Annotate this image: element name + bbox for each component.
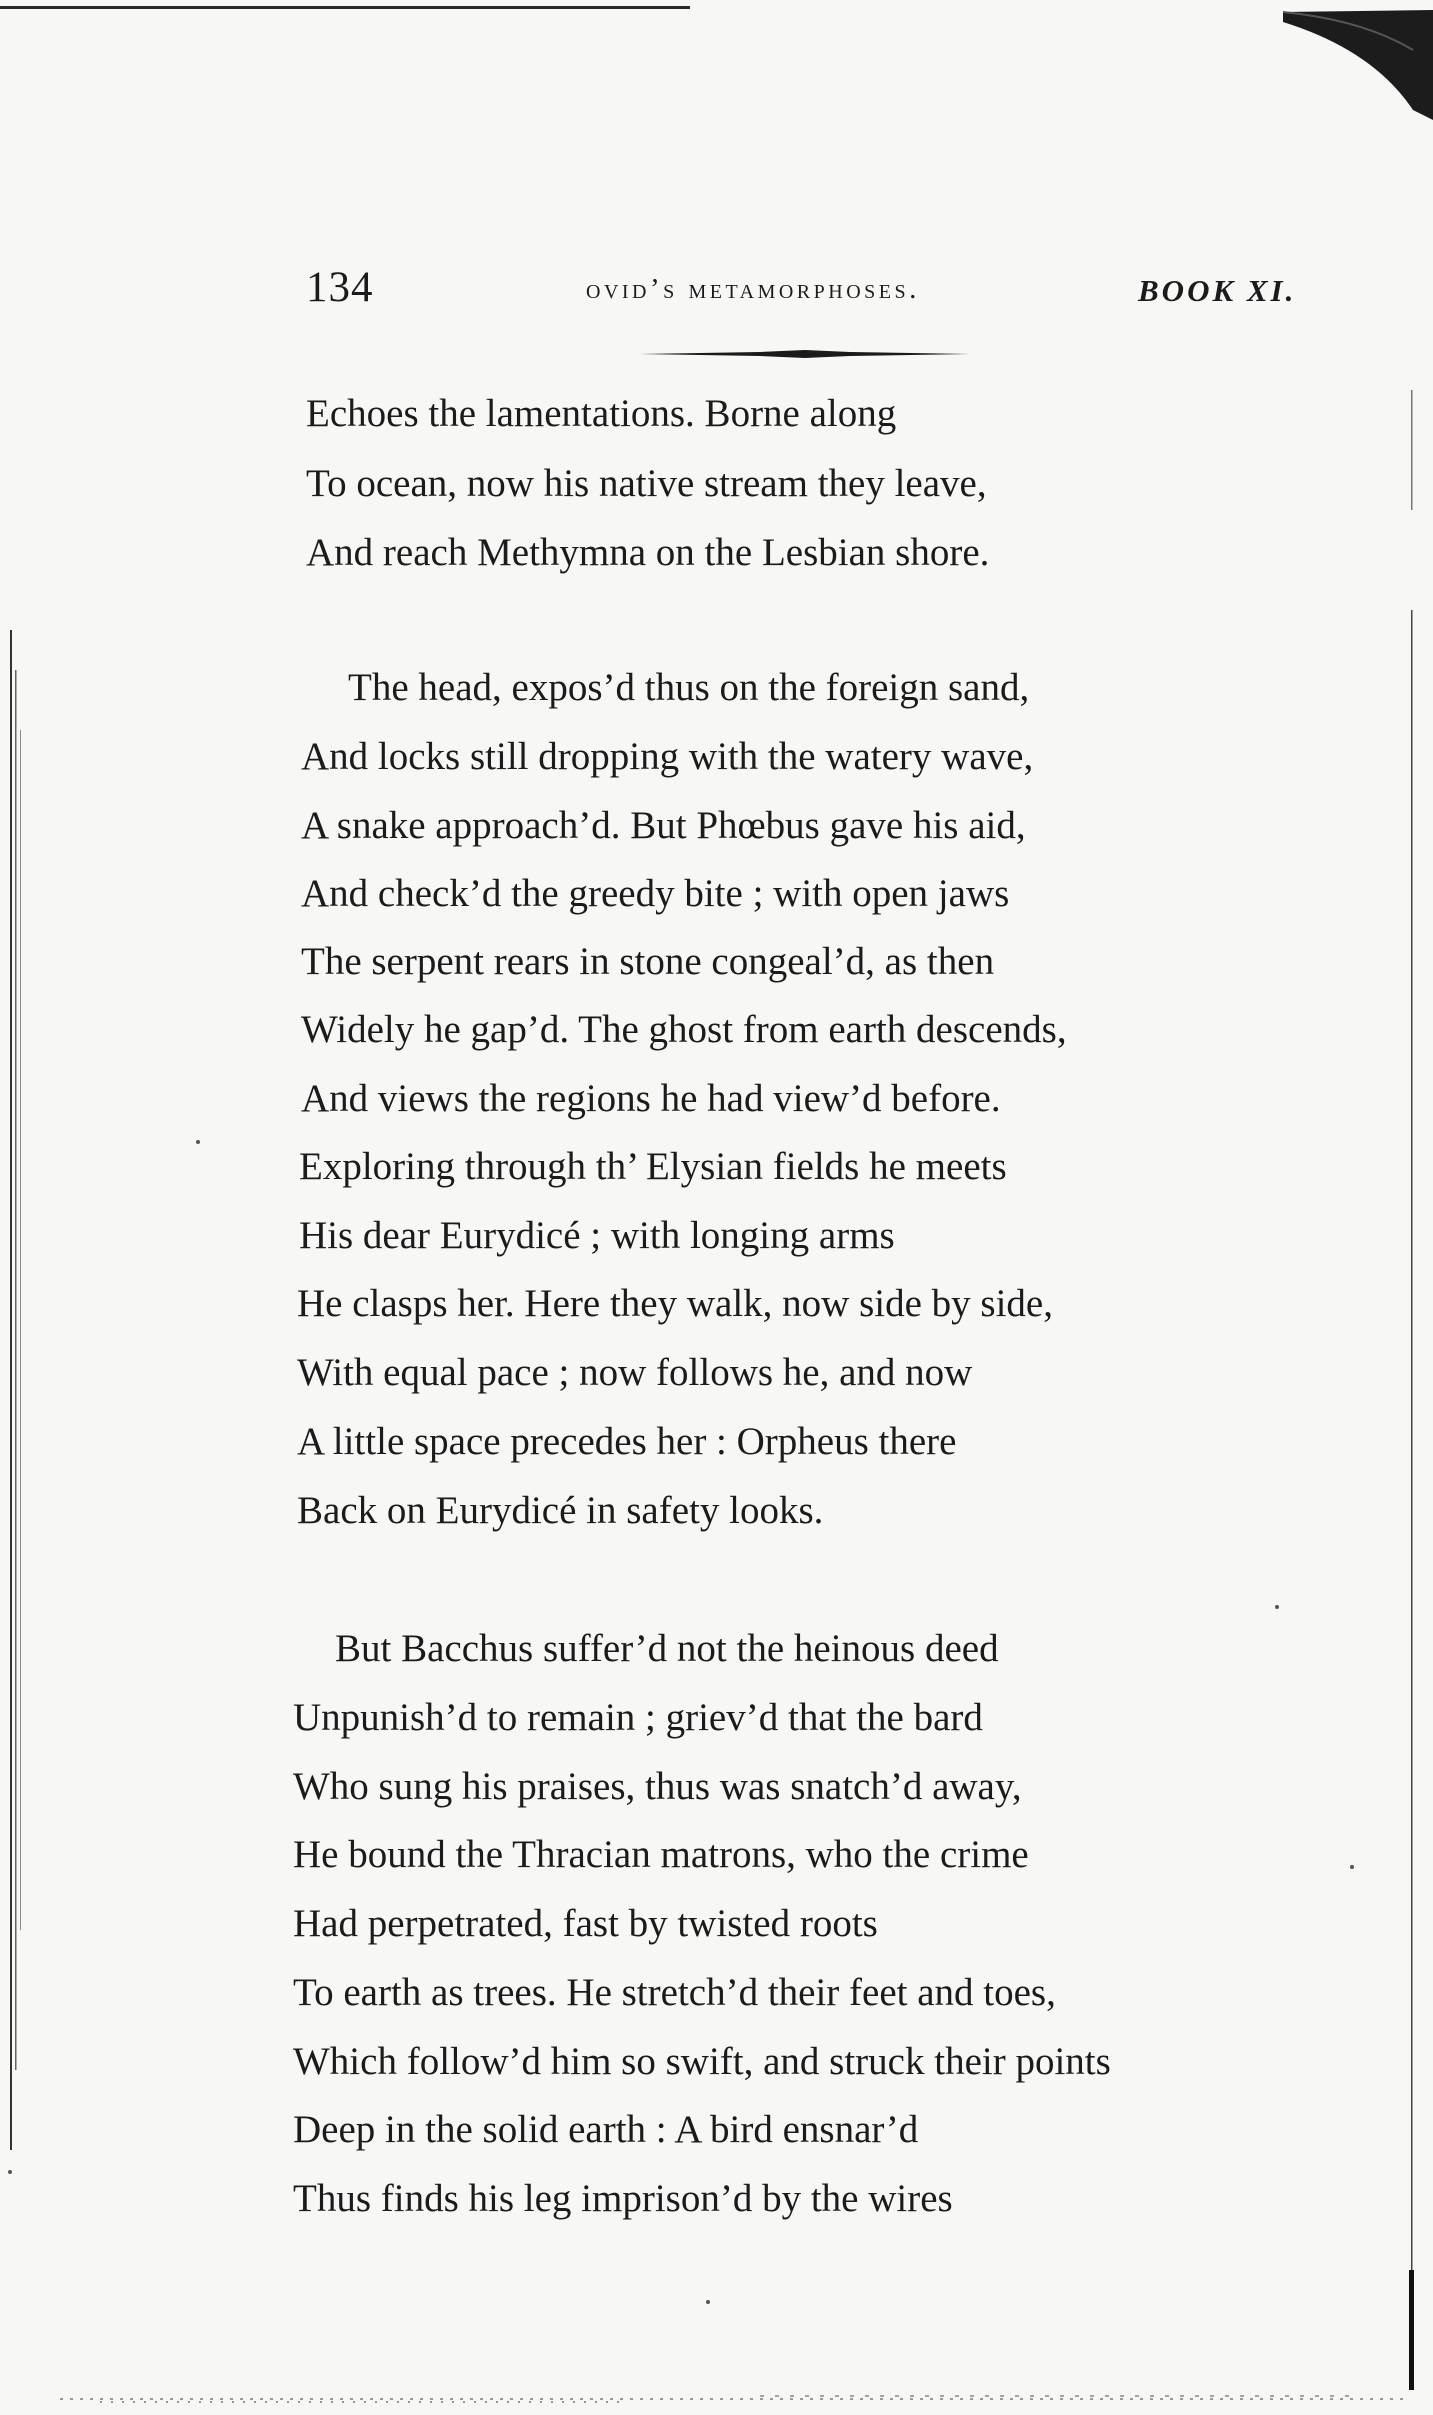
scan-speck xyxy=(1350,1865,1354,1869)
header-ornamental-rule xyxy=(640,350,970,358)
verse-line: Unpunish’d to remain ; griev’d that the bard xyxy=(293,1696,983,1739)
verse-line: Had perpetrated, fast by twisted roots xyxy=(293,1902,878,1945)
verse-line: He clasps her. Here they walk, now side by side, xyxy=(297,1282,1053,1325)
scan-left-edge xyxy=(8,630,32,2150)
verse-line: The head, expos’d thus on the foreign sand, xyxy=(348,666,1030,709)
verse-line: The serpent rears in stone congeal’d, as then xyxy=(301,940,995,983)
scan-right-edge xyxy=(1409,390,1415,2390)
book-label: BOOK XI. xyxy=(1138,273,1297,308)
verse-line: Exploring through th’ Elysian fields he meets xyxy=(299,1145,1007,1188)
scan-top-rule xyxy=(0,6,690,9)
verse-line: His dear Eurydicé ; with longing arms xyxy=(299,1214,895,1257)
verse-line: He bound the Thracian matrons, who the crime xyxy=(293,1833,1029,1876)
running-header xyxy=(0,255,1433,325)
verse-line: To ocean, now his native stream they leave, xyxy=(306,462,987,505)
verse-line: Which follow’d him so swift, and struck their points xyxy=(293,2040,1111,2083)
scan-bottom-dust xyxy=(60,2392,1410,2406)
verse-line: Who sung his praises, thus was snatch’d away, xyxy=(293,1765,1022,1808)
verse-line: And reach Methymna on the Lesbian shore. xyxy=(306,531,990,574)
verse-line: A snake approach’d. But Phœbus gave his aid, xyxy=(301,804,1026,847)
verse-line: Deep in the solid earth : A bird ensnar’d xyxy=(293,2108,919,2151)
verse-line: Widely he gap’d. The ghost from earth descends, xyxy=(301,1008,1067,1051)
running-title: ovid’s metamorphoses. xyxy=(586,273,920,305)
scan-speck xyxy=(196,1140,200,1144)
verse-line: Echoes the lamentations. Borne along xyxy=(306,392,897,435)
verse-line: And views the regions he had view’d before. xyxy=(301,1077,1001,1120)
scan-speck xyxy=(1275,1605,1279,1609)
verse-line: But Bacchus suffer’d not the heinous deed xyxy=(335,1627,999,1670)
verse-line: With equal pace ; now follows he, and now xyxy=(297,1351,973,1394)
verse-line: And check’d the greedy bite ; with open jaws xyxy=(301,872,1010,915)
verse-line: To earth as trees. He stretch’d their feet and toes, xyxy=(293,1971,1056,2014)
page-number: 134 xyxy=(306,264,374,311)
scan-speck xyxy=(706,2300,710,2304)
verse-line: Thus finds his leg imprison’d by the wires xyxy=(293,2177,953,2220)
verse-line: Back on Eurydicé in safety looks. xyxy=(297,1489,824,1532)
verse-line: And locks still dropping with the watery wave, xyxy=(301,735,1034,778)
verse-line: A little space precedes her : Orpheus there xyxy=(297,1420,957,1463)
scan-speck xyxy=(8,2170,12,2174)
folded-corner-shadow xyxy=(1253,10,1433,120)
